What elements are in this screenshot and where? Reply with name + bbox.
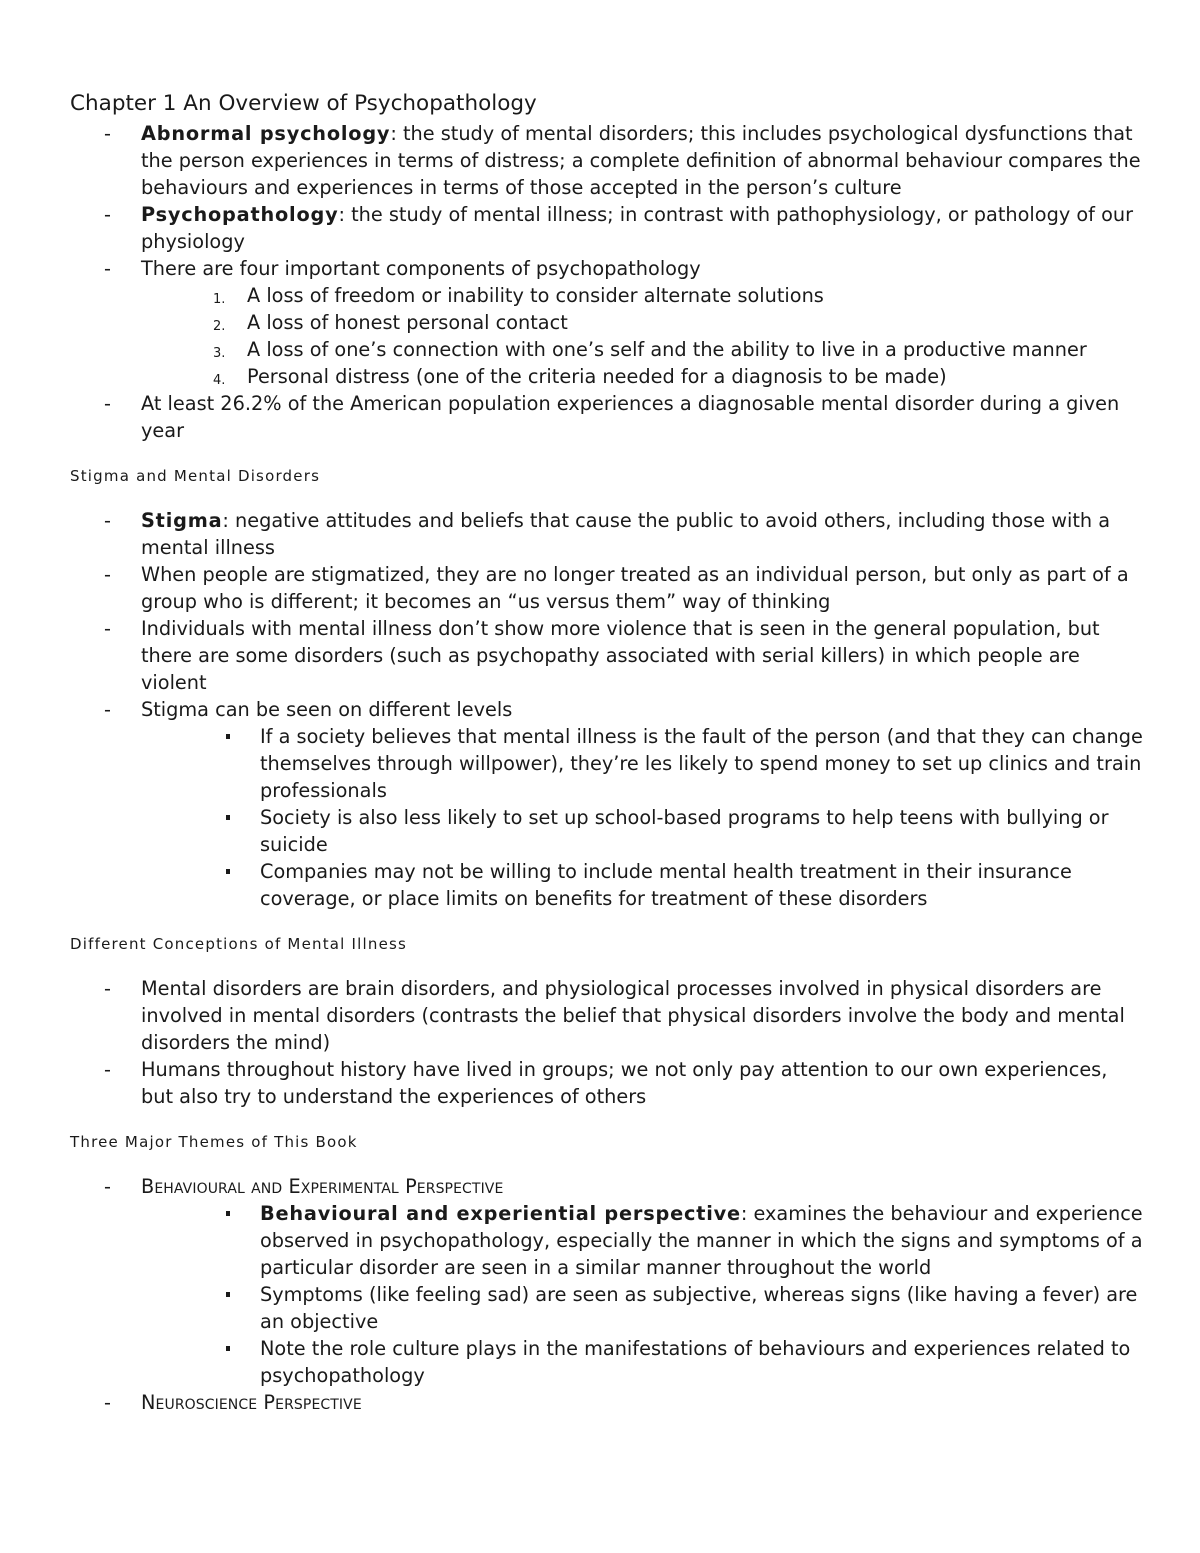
item-text: At least 26.2% of the American population experiences a diagnosable mental disorder during a given year (141, 392, 1120, 442)
item-number: 3. (213, 346, 226, 361)
list-item (70, 201, 1145, 255)
chapter-title: Chapter 1 An Overview of Psychopathology (70, 91, 537, 116)
list-item (70, 1389, 1145, 1416)
item-number: 2. (213, 319, 226, 334)
sub-list-item (141, 723, 1145, 804)
conceptions-list (70, 975, 1145, 1110)
item-text: Humans throughout history have lived in groups; we not only pay attention to our own experiences, but also try to understand the experiences of others (141, 1058, 1108, 1108)
stigma-levels-list (141, 723, 1145, 912)
dash-bullet: - (104, 1391, 111, 1414)
term-abnormal-psychology: Abnormal psychology (141, 122, 391, 145)
perspective-heading: Neuroscience Perspective (141, 1391, 362, 1414)
dash-bullet: - (104, 617, 111, 640)
list-item (70, 255, 1145, 390)
item-text: A loss of one’s connection with one’s self and the ability to live in a productive manner (247, 338, 1087, 361)
list-item (70, 975, 1145, 1056)
numbered-item (141, 309, 1145, 336)
document-page (70, 88, 1145, 1416)
dash-bullet: - (104, 977, 111, 1000)
components-list (141, 282, 1145, 390)
definition-text: : the study of mental illness; in contrast with pathophysiology, or pathology of our physiology (141, 203, 1134, 253)
numbered-item (141, 363, 1145, 390)
sub-list-item (141, 1335, 1145, 1389)
dash-bullet: - (104, 698, 111, 721)
definition-text: : negative attitudes and beliefs that cause the public to avoid others, including those with a mental illness (141, 509, 1111, 559)
dash-bullet: - (104, 509, 111, 532)
section-heading-stigma: Stigma and Mental Disorders (70, 467, 321, 485)
perspective-heading: Behavioural and Experimental Perspective (141, 1175, 504, 1198)
square-bullet (226, 1292, 230, 1297)
definition-text: : the study of mental disorders; this includes psychological dysfunctions that the person experiences in terms of distress; a complete definition of abnormal behaviour compares the behaviours and experiences in terms of those accepted in the person’s culture (141, 122, 1141, 199)
dash-bullet: - (104, 392, 111, 415)
item-text: Individuals with mental illness don’t show more violence that is seen in the general population, but there are some disorders (such as psychopathy associated with serial killers) in which people are violent (141, 617, 1100, 694)
numbered-item (141, 282, 1145, 309)
stigma-list (70, 507, 1145, 912)
list-item (70, 561, 1145, 615)
list-item (70, 120, 1145, 201)
term-stigma: Stigma (141, 509, 223, 532)
item-text: When people are stigmatized, they are no longer treated as an individual person, but only as part of a group who is different; it becomes an “us versus them” way of thinking (141, 563, 1129, 613)
item-number: 4. (213, 373, 226, 388)
item-text: Note the role culture plays in the manifestations of behaviours and experiences related to psychopathology (260, 1337, 1131, 1387)
square-bullet (226, 869, 230, 874)
numbered-item (141, 336, 1145, 363)
square-bullet (226, 1211, 230, 1216)
dash-bullet: - (104, 1175, 111, 1198)
list-item (70, 390, 1145, 444)
sub-list-item (141, 858, 1145, 912)
item-text: Society is also less likely to set up school-based programs to help teens with bullying or suicide (260, 806, 1109, 856)
item-number: 1. (213, 292, 226, 307)
intro-list (70, 120, 1145, 444)
dash-bullet: - (104, 563, 111, 586)
sub-list-item (141, 1200, 1145, 1281)
square-bullet (226, 1346, 230, 1351)
item-text: There are four important components of psychopathology (141, 257, 701, 280)
item-text: If a society believes that mental illness is the fault of the person (and that they can change themselves through willpower), they’re les likely to spend money to set up clinics and train professionals (260, 725, 1143, 802)
sub-list-item (141, 1281, 1145, 1335)
themes-list (70, 1173, 1145, 1416)
dash-bullet: - (104, 203, 111, 226)
section-heading-conceptions: Different Conceptions of Mental Illness (70, 935, 408, 953)
term-psychopathology: Psychopathology (141, 203, 339, 226)
sub-list-item (141, 804, 1145, 858)
dash-bullet: - (104, 122, 111, 145)
item-text: Symptoms (like feeling sad) are seen as subjective, whereas signs (like having a fever) are an objective (260, 1283, 1138, 1333)
term-behavioural-perspective: Behavioural and experiential perspective (260, 1202, 741, 1225)
square-bullet (226, 815, 230, 820)
item-text: Stigma can be seen on different levels (141, 698, 513, 721)
square-bullet (226, 734, 230, 739)
definition-text: : examines the behaviour and experience observed in psychopathology, especially the manner in which the signs and symptoms of a particular disorder are seen in a similar manner throughout the world (260, 1202, 1143, 1279)
item-text: A loss of honest personal contact (247, 311, 568, 334)
dash-bullet: - (104, 1058, 111, 1081)
perspective-sub-list (141, 1200, 1145, 1389)
item-text: Personal distress (one of the criteria needed for a diagnosis to be made) (247, 365, 947, 388)
list-item (70, 615, 1145, 696)
list-item (70, 696, 1145, 912)
dash-bullet: - (104, 257, 111, 280)
item-text: Mental disorders are brain disorders, and physiological processes involved in physical disorders are involved in mental disorders (contrasts the belief that physical disorders involve the body and mental disorders the mind) (141, 977, 1125, 1054)
list-item (70, 1056, 1145, 1110)
item-text: A loss of freedom or inability to consider alternate solutions (247, 284, 824, 307)
section-heading-themes: Three Major Themes of This Book (70, 1133, 358, 1151)
list-item (70, 1173, 1145, 1389)
item-text: Companies may not be willing to include mental health treatment in their insurance coverage, or place limits on benefits for treatment of these disorders (260, 860, 1072, 910)
list-item (70, 507, 1145, 561)
